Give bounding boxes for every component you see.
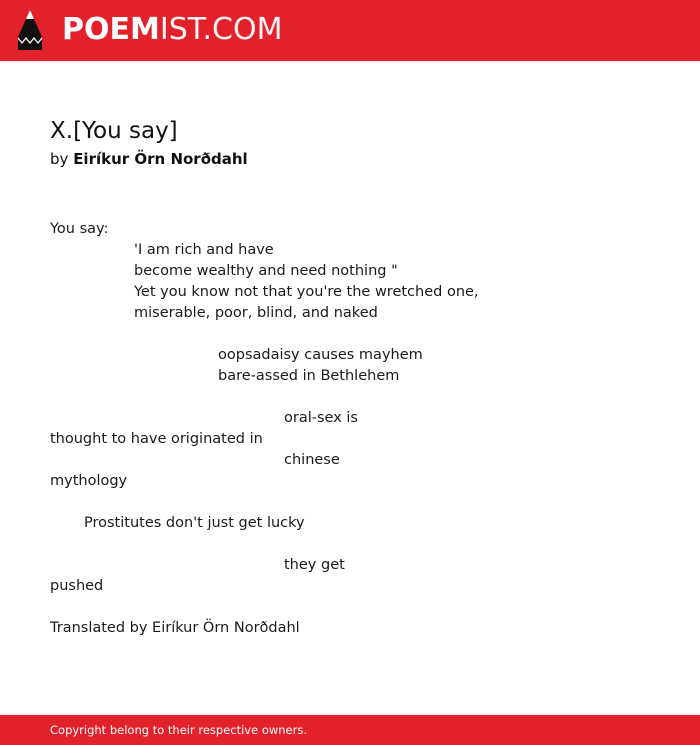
poem-line: You say: — [50, 221, 109, 237]
poem-line: pushed — [50, 578, 104, 594]
translator-credit: Translated by Eiríkur Örn Norðdahl — [50, 620, 300, 636]
poem-title: X.[You say] — [50, 118, 178, 144]
poem-line: oopsadaisy causes mayhem — [218, 347, 423, 363]
poem-line: become wealthy and need nothing " — [134, 263, 398, 279]
copyright-notice: Copyright belong to their respective owners. — [50, 723, 308, 737]
poem-line: miserable, poor, blind, and naked — [134, 305, 378, 321]
poem-line: oral-sex is — [284, 410, 358, 426]
author-name[interactable]: Eiríkur Örn Norðdahl — [73, 150, 248, 168]
poem-line: thought to have originated in — [50, 431, 263, 447]
poem-line: bare-assed in Bethlehem — [218, 368, 400, 384]
poem-line: 'I am rich and have — [134, 242, 274, 258]
brand-light: IST.COM — [159, 12, 283, 47]
site-header — [0, 0, 700, 61]
poem-line: Yet you know not that you're the wretched one, — [134, 284, 479, 300]
brand-bold: POEM — [62, 12, 160, 47]
poem-line: they get — [284, 557, 345, 573]
poem-line: mythology — [50, 473, 128, 489]
site-footer — [0, 715, 700, 745]
by-label: by — [50, 150, 69, 168]
site-logo-text[interactable] — [62, 13, 282, 47]
poem-line: Prostitutes don't just get lucky — [84, 515, 305, 531]
pencil-tip-icon[interactable] — [17, 9, 43, 51]
poem-line: chinese — [284, 452, 340, 468]
poem-byline — [50, 149, 248, 169]
